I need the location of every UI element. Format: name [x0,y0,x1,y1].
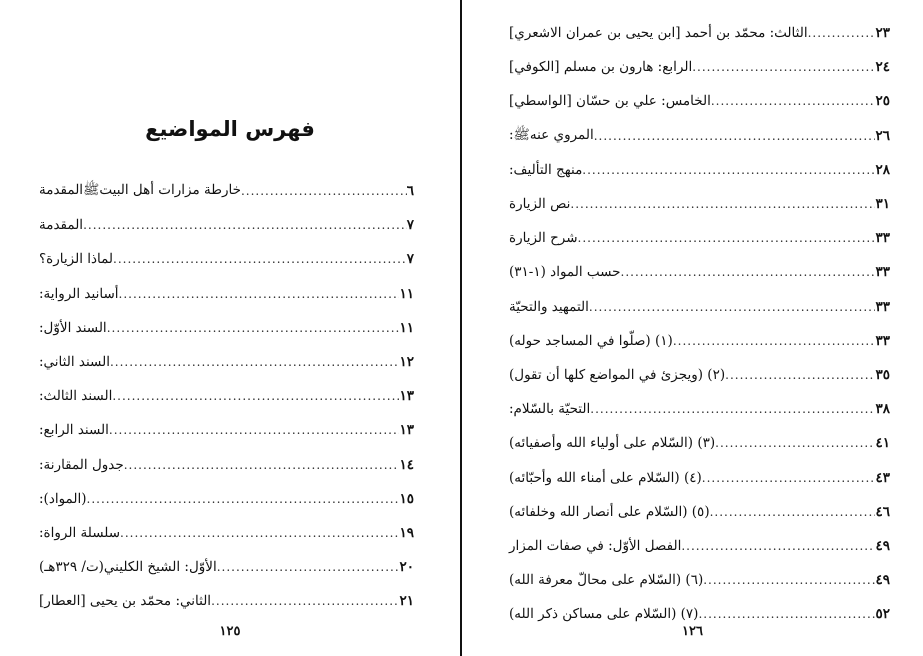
toc-entry [36,516,416,550]
toc-page-ref: ٢٣ [875,25,890,42]
leader-dots [710,503,876,521]
leader-dots [725,366,875,384]
leader-dots [110,353,400,371]
leader-dots [578,229,876,247]
toc-entry [506,358,892,392]
leader-dots [119,285,400,303]
toc-entry-text: السند الرابع: [39,422,109,439]
toc-entry-text: (المواد): [39,490,87,507]
toc-entry-text: حسب المواد (١-٣١) [509,264,621,281]
toc-page-ref: ٢٠ [399,559,414,576]
toc-entry-text: شرح الزيارة [509,230,578,247]
toc-page-ref: ٧ [406,217,414,234]
toc-entry [36,413,416,447]
toc-entry [506,460,892,494]
toc-page-ref: ٣٨ [875,401,890,418]
toc-page-ref: ١٩ [399,524,414,541]
toc-entry-text: (٦) (السّلام على محالّ معرفة الله) [509,572,704,589]
toc-page-ref: ٢٨ [875,161,890,178]
toc-entry-text: (١) (صلّوا في المساجد حوله) [509,332,673,349]
toc-entry [506,50,892,84]
leader-dots [241,182,407,200]
leader-dots [702,469,876,487]
leader-dots [590,400,875,418]
toc-entry-text: المروي عنهﷺ: [509,126,594,143]
leader-dots [589,298,876,316]
toc-entry [506,324,892,358]
toc-page-ref: ٣٣ [875,230,890,247]
toc-entry [506,187,892,221]
page-number: ١٢٦ [682,624,703,639]
toc-entry [506,16,892,50]
leader-dots [711,92,876,110]
toc-entry-text: أسانيد الرواية: [39,285,119,302]
toc-entry [36,208,416,242]
leader-dots [594,127,876,145]
toc-entry [506,221,892,255]
leader-dots [582,161,875,179]
toc-entry [506,529,892,563]
toc-entry-text: جدول المقارنة: [39,456,124,473]
toc-entry-text: سلسلة الرواة: [39,524,121,541]
toc-entry [36,242,416,276]
toc-entry-text: (٤) (السّلام على أمناء الله وأحبّائه) [509,469,702,486]
toc-entry-text: الأوّل: الشيخ الكليني(ت/ ٣٢٩هـ) [39,559,217,576]
leader-dots [113,250,407,268]
toc-entry [36,379,416,413]
toc-page-ref: ٣٣ [875,332,890,349]
toc-entry [506,153,892,187]
toc-page-ref: ٢٥ [875,93,890,110]
toc-entry-text: (٥) (السّلام على أنصار الله وخلفائه) [509,503,710,520]
toc-entry-text: نص الزيارة [509,196,571,213]
toc-page-ref: ٥٢ [875,606,890,623]
toc-entry [36,311,416,345]
toc-entry-text: الفصل الأوّل: في صفات المزار [509,537,682,554]
toc-entry [506,119,892,153]
leader-dots [570,195,875,213]
toc-page-ref: ١٤ [399,456,414,473]
leader-dots [673,332,876,350]
toc-page-ref: ١١ [399,319,414,336]
toc-page-ref: ٣٣ [875,298,890,315]
toc-entry-text: الثالث: محمّد بن أحمد [ابن يحيى بن عمران الاشعري] [509,25,808,42]
leader-dots [217,558,400,576]
leader-dots [107,319,400,337]
toc-entry [36,174,416,208]
toc-entry [36,550,416,584]
toc-list-left [36,174,416,618]
toc-page-ref: ٢٦ [875,127,890,144]
toc-entry-text: السند الثاني: [39,354,110,371]
toc-entry-text: خارطة مزارات أهل البيتﷺالمقدمة [39,182,241,199]
leader-dots [715,434,875,452]
toc-entry [506,495,892,529]
toc-entry [36,345,416,379]
toc-entry [506,563,892,597]
toc-entry [36,584,416,618]
toc-entry [36,448,416,482]
toc-page-ref: ٤٦ [875,503,890,520]
toc-entry-text: منهج التأليف: [509,161,583,178]
leader-dots [112,387,399,405]
leader-dots [124,456,400,474]
toc-entry-text: التحيّة بالسّلام: [509,401,591,418]
toc-entry-text: (٣) (السّلام على أولياء الله وأصفيائه) [509,435,716,452]
leader-dots [120,524,399,542]
toc-entry-text: (٢) (ويجزئ في المواضع كلها أن تقول) [509,366,726,383]
toc-page-ref: ١٥ [399,490,414,507]
leader-dots [87,490,400,508]
toc-page-ref: ٣٣ [875,264,890,281]
toc-entry-text: الثاني: محمّد بن يحيى [العطار] [39,593,212,610]
page-title: فهرس المواضيع [145,117,315,141]
toc-entry-text: السند الأوّل: [39,319,107,336]
toc-entry [506,84,892,118]
toc-page-ref: ٤٩ [875,537,890,554]
toc-entry-text: السند الثالث: [39,388,113,405]
toc-entry [506,290,892,324]
toc-entry [506,392,892,426]
page-number: ١٢٥ [219,624,241,639]
left-page [0,0,460,656]
toc-entry-text: لماذا الزيارة؟ [39,251,114,268]
right-page [462,0,923,656]
toc-page-ref: ١٣ [399,388,414,405]
toc-page-ref: ٤٩ [875,572,890,589]
toc-page-ref: ٣١ [875,196,890,213]
toc-page-ref: ٢٤ [875,59,890,76]
toc-page-ref: ٤٣ [875,469,890,486]
leader-dots [681,537,875,555]
toc-page-ref: ٣٥ [875,366,890,383]
toc-page-ref: ٤١ [875,435,890,452]
toc-entry-text: التمهيد والتحيّة [509,298,589,315]
toc-entry [506,255,892,289]
toc-page-ref: ١٢ [399,354,414,371]
toc-page-ref: ٧ [406,251,414,268]
toc-page-ref: ٦ [406,183,414,200]
leader-dots [621,263,876,281]
toc-page-ref: ٢١ [399,593,414,610]
toc-page-ref: ١٣ [399,422,414,439]
toc-list-right [506,16,892,631]
toc-entry [36,482,416,516]
toc-entry-text: (٧) (السّلام على مساكن ذكر الله) [509,606,699,623]
leader-dots [703,571,875,589]
leader-dots [698,605,875,623]
toc-entry [506,426,892,460]
leader-dots [109,421,400,439]
toc-page-ref: ١١ [399,285,414,302]
toc-entry [36,277,416,311]
toc-entry-text: المقدمة [39,217,84,234]
leader-dots [808,24,876,42]
leader-dots [83,216,407,234]
toc-entry-text: الخامس: علي بن حسّان [الواسطي] [509,93,711,110]
leader-dots [211,592,399,610]
toc-entry-text: الرابع: هارون بن مسلم [الكوفي] [509,59,693,76]
leader-dots [692,58,875,76]
